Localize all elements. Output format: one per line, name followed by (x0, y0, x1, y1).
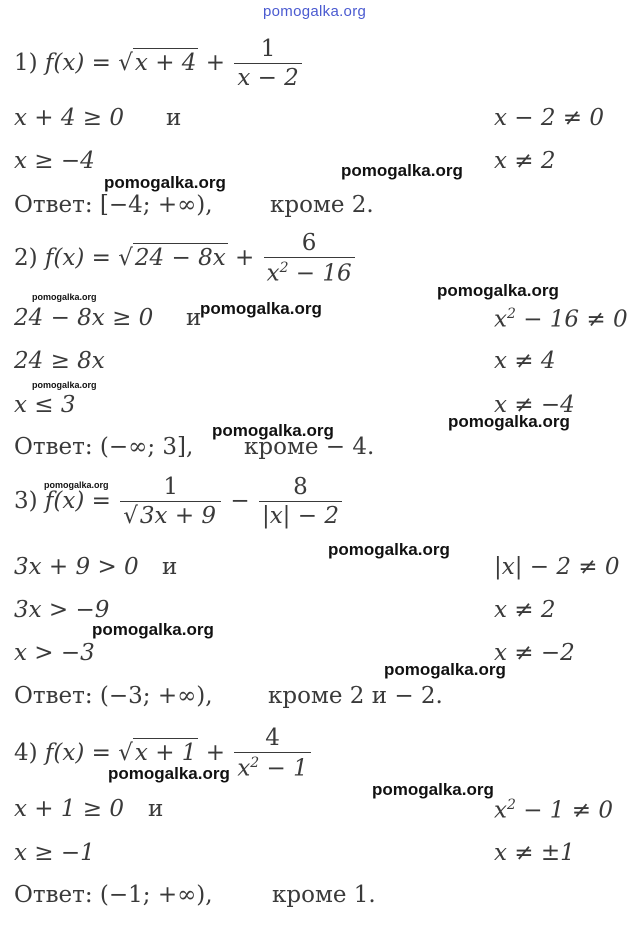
problem-3-number: 3) (14, 488, 45, 514)
problem-2-cond-right-1: $x^2 - 16 \ne 0$ (494, 306, 628, 333)
problem-4-fraction: $\frac{4}{x^2 - 1}$ (234, 727, 310, 781)
problem-4-cond-right-2: x ≠ ±1 (494, 840, 575, 866)
problem-1-and: и (166, 105, 182, 131)
watermark-small: pomogalka.org (32, 292, 97, 302)
watermark-top: pomogalka.org (263, 3, 367, 20)
watermark: pomogalka.org (448, 412, 570, 431)
problem-3-and: и (162, 554, 178, 580)
problem-4-answer: Ответ: (−1; +∞), (14, 882, 213, 908)
problem-1-sqrt: √x + 4 (118, 50, 197, 76)
problem-2-and: и (186, 305, 202, 331)
problem-3-fraction-2: $\frac{8}{|x| - 2}$ (259, 476, 342, 528)
problem-2-formula: 2) f(x) = √24 − 8x + $\frac{6}{x^2 - 16}$ (14, 232, 357, 286)
problem-3-cond-left-3: x > −3 (14, 640, 95, 666)
watermark: pomogalka.org (92, 620, 214, 639)
problem-4-cond-right-1: $x^2 - 1 \ne 0$ (494, 797, 613, 824)
problem-4-cond-left-1: x + 1 ≥ 0 (14, 796, 125, 822)
problem-3-function: f(x) = (44, 488, 119, 514)
problem-1-cond-right-2: x ≠ 2 (494, 148, 556, 174)
problem-1-exclusion: кроме 2. (270, 192, 374, 218)
problem-3-cond-left-2: 3x > −9 (14, 597, 110, 623)
problem-3-cond-right-3: x ≠ −2 (494, 640, 575, 666)
problem-1-cond-right-1: x − 2 ≠ 0 (494, 105, 605, 131)
problem-1-formula: 1) f(x) = √x + 4 + $\frac{1}{x - 2}$ (14, 38, 304, 90)
problem-4-and: и (148, 796, 164, 822)
problem-1-function: f(x) = (44, 50, 119, 76)
problem-2-sqrt: √24 − 8x (118, 244, 226, 271)
problem-4-formula: 4) f(x) = √x + 1 + $\frac{4}{x^2 - 1}$ (14, 727, 313, 781)
watermark: pomogalka.org (212, 421, 334, 440)
problem-2-function: f(x) = (44, 244, 119, 271)
watermark: pomogalka.org (341, 161, 463, 180)
watermark: pomogalka.org (372, 780, 494, 799)
problem-1-fraction: $\frac{1}{x - 2}$ (234, 38, 302, 90)
problem-3-answer: Ответ: (−3; +∞), (14, 683, 213, 709)
problem-2-cond-right-3: x ≠ −4 (494, 392, 575, 418)
problem-3-cond-right-1: |x| − 2 ≠ 0 (494, 554, 620, 580)
problem-4-function: f(x) = (44, 739, 119, 766)
watermark: pomogalka.org (384, 660, 506, 679)
problem-1-cond-left-2: x ≥ −4 (14, 148, 95, 174)
problem-1-number: 1) (14, 50, 45, 76)
problem-2-number: 2) (14, 244, 45, 271)
problem-2-answer: Ответ: (−∞; 3], (14, 434, 194, 460)
problem-3-sqrt: √3x + 9 (123, 503, 217, 529)
problem-2-cond-left-3: x ≤ 3 (14, 392, 76, 418)
problem-2-cond-right-2: x ≠ 4 (494, 348, 556, 374)
watermark: pomogalka.org (328, 540, 450, 559)
problem-4-sqrt: √x + 1 (118, 739, 197, 766)
watermark: pomogalka.org (437, 281, 559, 300)
problem-2-cond-left-2: 24 ≥ 8x (14, 348, 105, 374)
problem-3-cond-left-1: 3x + 9 > 0 (14, 554, 139, 580)
problem-3-fraction-1: $\frac{1}{√3x + 9}$ (120, 476, 221, 528)
watermark-small: pomogalka.org (44, 480, 109, 490)
problem-4-exclusion: кроме 1. (272, 882, 376, 908)
watermark: pomogalka.org (200, 299, 322, 318)
problem-3-formula: 3) f(x) = $\frac{1}{√3x + 9}$ − $\frac{8}{|x| - 2}$ (14, 476, 344, 528)
problem-1-cond-left-1: x + 4 ≥ 0 (14, 105, 125, 131)
problem-4-cond-left-2: x ≥ −1 (14, 840, 95, 866)
problem-4-number: 4) (14, 739, 45, 766)
problem-2-cond-left-1: 24 − 8x ≥ 0 (14, 305, 154, 331)
problem-2-exclusion: кроме − 4. (244, 434, 375, 460)
problem-3-cond-right-2: x ≠ 2 (494, 597, 556, 623)
problem-2-fraction: $\frac{6}{x^2 - 16}$ (264, 232, 355, 286)
watermark: pomogalka.org (104, 173, 226, 192)
watermark-small: pomogalka.org (32, 380, 97, 390)
watermark: pomogalka.org (108, 764, 230, 783)
problem-1-answer: Ответ: [−4; +∞), (14, 192, 213, 218)
problem-3-exclusion: кроме 2 и − 2. (268, 683, 443, 709)
